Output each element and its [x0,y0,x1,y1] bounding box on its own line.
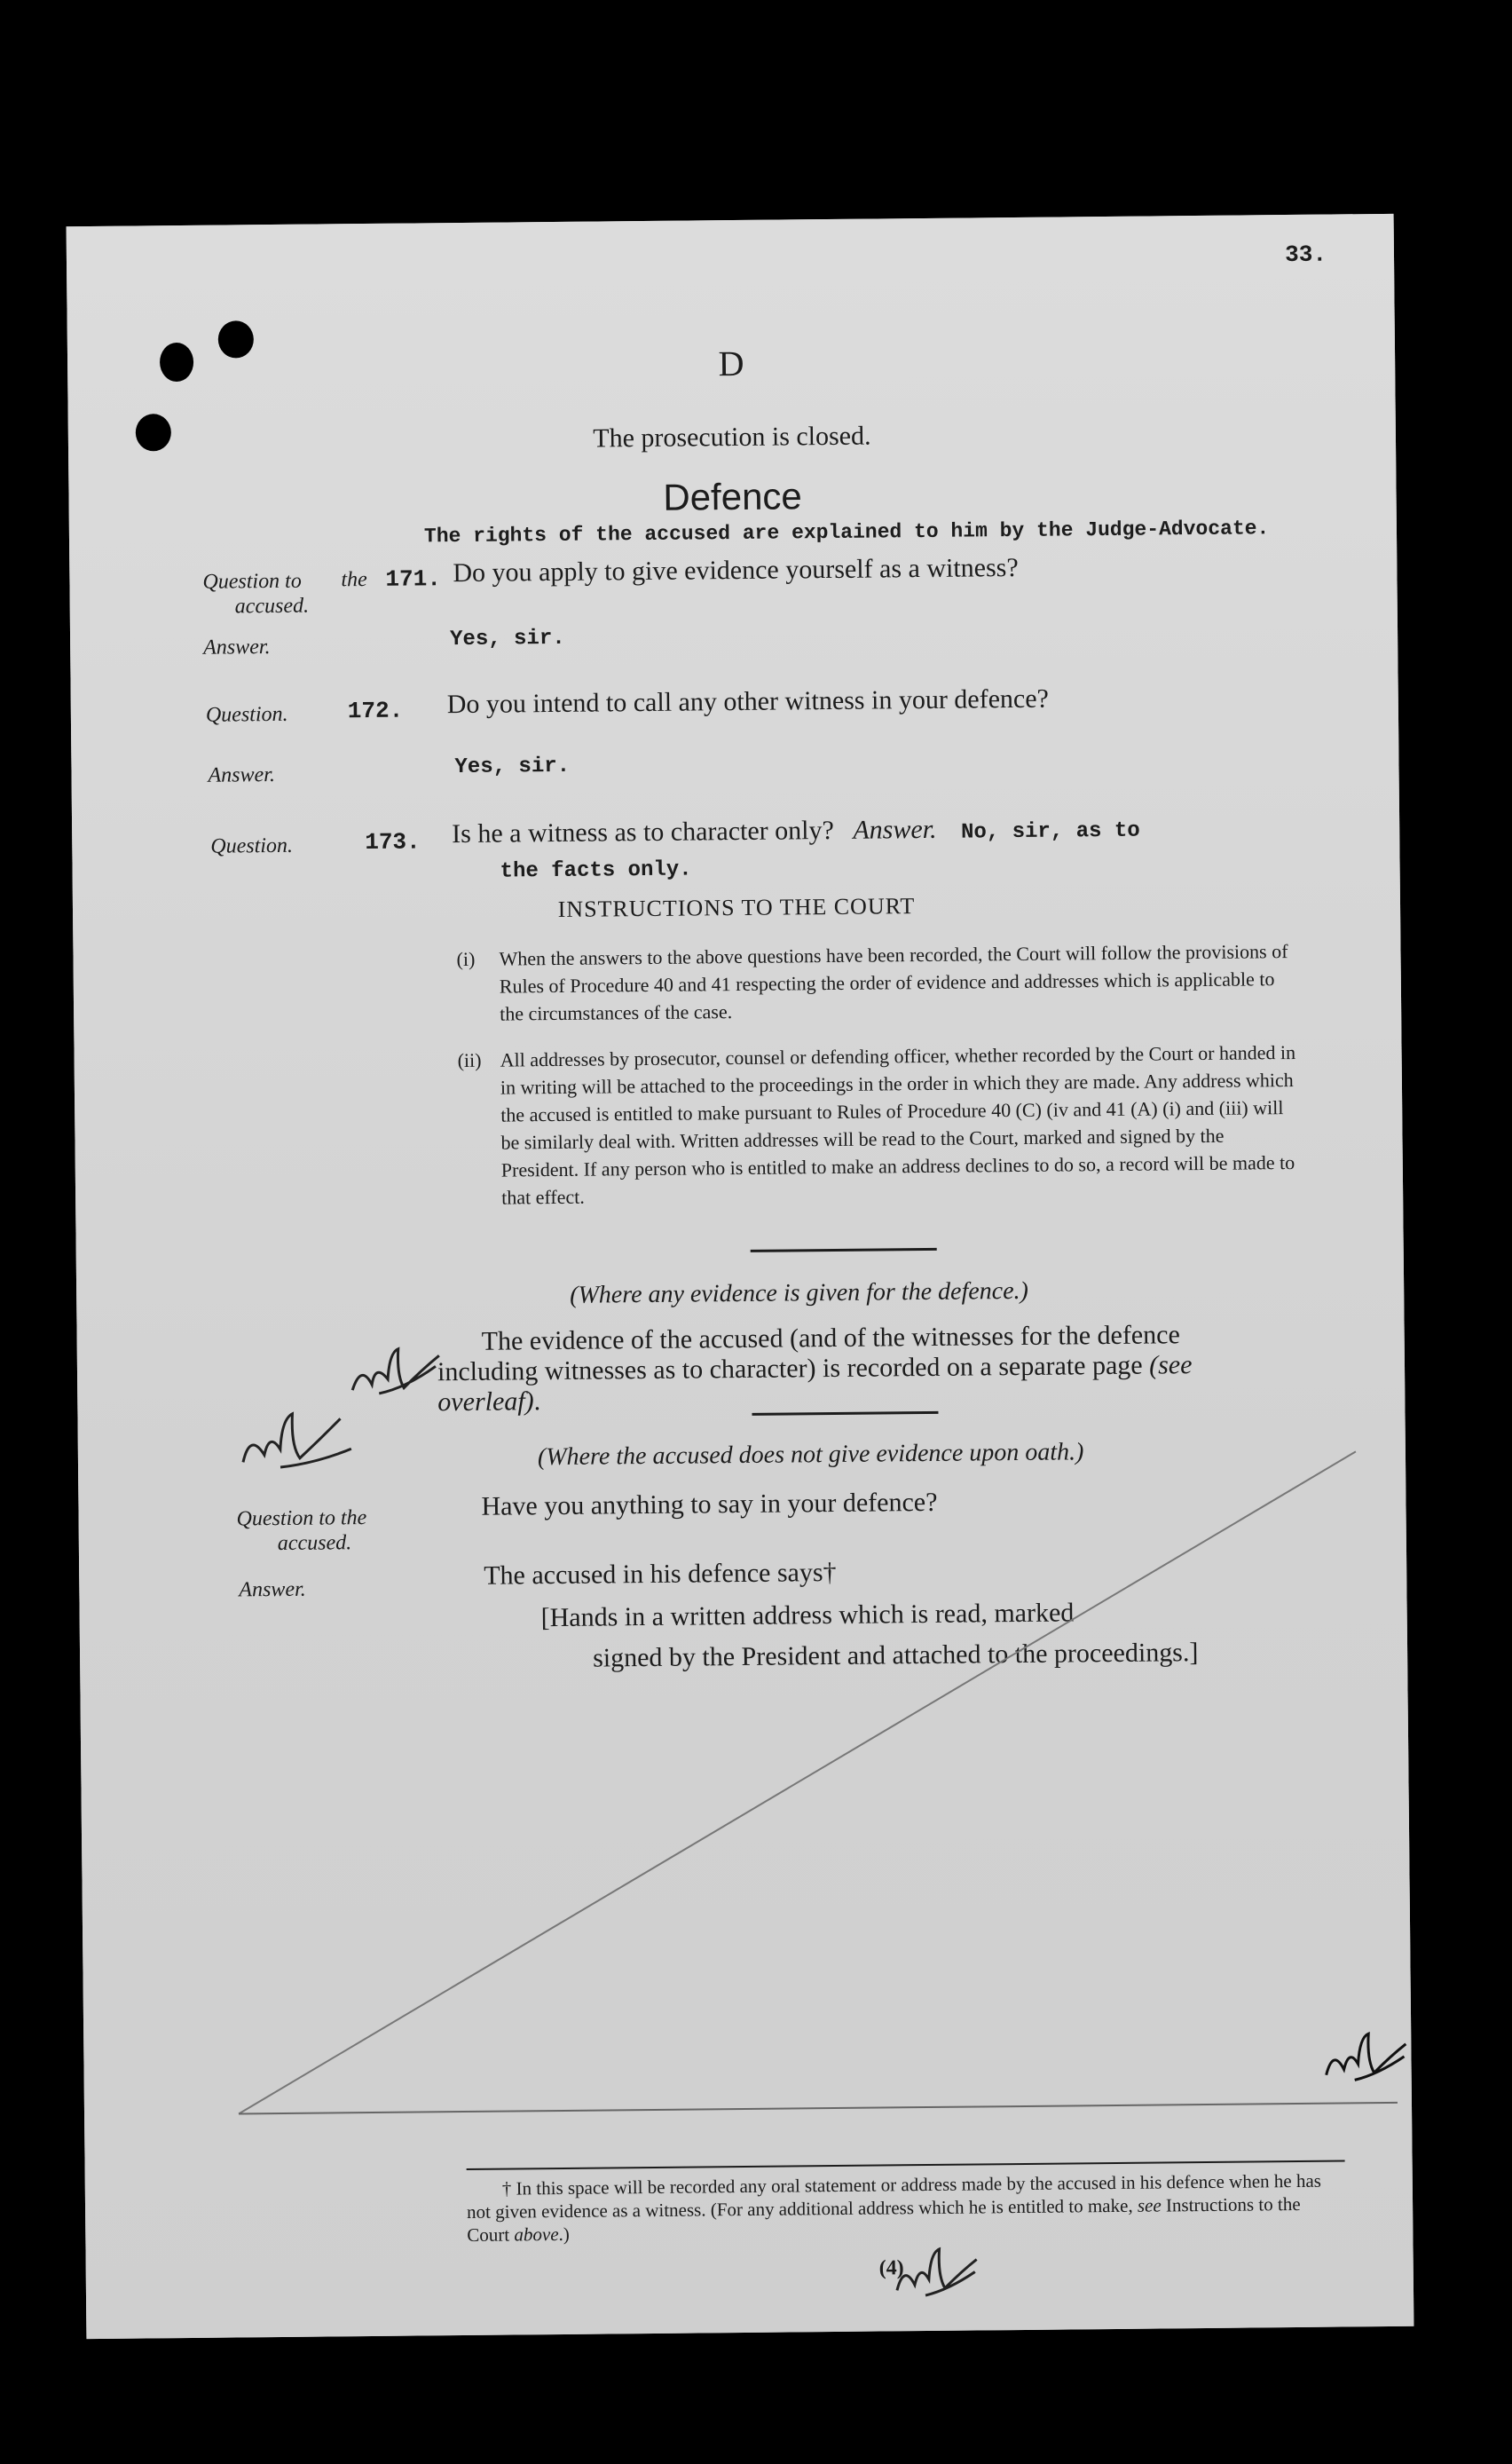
q172-answer-label: Answer. [208,763,276,787]
no-oath-question-text: Have you anything to say in your defence? [481,1487,938,1521]
strike-through-lines [67,214,1414,2339]
page-number: 33. [1285,241,1327,269]
no-oath-heading: (Where the accused does not give evidence upon oath.) [537,1438,1084,1472]
evidence-main: The evidence of the accused (and of the witnesses for the defence including witnesses as to character) is recorded on a separate page [437,1320,1180,1387]
baseline-strike-line [239,2103,1398,2114]
prosecution-closed-text: The prosecution is closed. [593,421,871,454]
folio-number: (4) [878,2256,904,2280]
no-oath-answer-label: Answer. [239,1577,306,1602]
q171-answer: Yes, sir. [449,626,565,652]
evidence-end: . [533,1386,541,1417]
q172-answer: Yes, sir. [454,754,571,780]
q171-question-text: Do you apply to give evidence yourself as a witness? [453,552,1019,588]
q173-answer-part1: No, sir, as to [960,818,1140,845]
instruction-number: (ii) [457,1048,482,1072]
handwritten-initials [1319,2025,1417,2097]
footnote-above: above [514,2223,559,2246]
q173-label: Question. [210,833,294,858]
q171-answer-label: Answer. [203,636,271,659]
accused-says-line: The accused in his defence says† [484,1557,837,1591]
written-address-line2: signed by the President and attached to the proceedings.] [592,1638,1199,1673]
no-oath-label-line1: Question to the [236,1506,367,1531]
q173-answer-part2: the facts only. [500,857,692,884]
section-letter: D [718,343,744,384]
rights-statement: The rights of the accused are explained to him by the Judge-Advocate. [423,517,1270,549]
q173-answer-label: Answer. [853,814,937,845]
handwritten-initials [230,1399,364,1480]
footnote-text-b: Instructions to the Court [467,2192,1301,2247]
document-page [67,214,1414,2339]
q171-the-word: the [341,567,367,592]
q172-number: 172. [347,697,404,725]
instructions-title: INSTRUCTIONS TO THE COURT [557,893,916,922]
written-address-line1: [Hands in a written address which is read, marked [540,1598,1075,1633]
no-oath-label-line2: accused. [277,1531,352,1556]
q171-label-line1: Question to [202,569,302,594]
handwritten-initials [889,2239,988,2311]
footnote-text-a: † In this space will be recorded any oral statement or address made by the accused in his defence when he has not given evidence as a witness. (For any additional address which he is entitled to make, [466,2169,1322,2223]
q173-question: Is he a witness as to character only? [452,815,835,849]
instruction-number: (i) [456,947,476,971]
evidence-heading: (Where any evidence is given for the defence.) [570,1276,1029,1309]
instruction-text: When the answers to the above questions have been recorded, the Court will follow the provisions of Rules of Procedure 40 and 41 respecting the order of evidence and addresses which is applicable to the circumstances of the case. [499,940,1288,1025]
footnote-text-c: .) [558,2223,570,2246]
evidence-see-overleaf: (see overleaf) [437,1350,1193,1418]
q173-number: 173. [365,828,421,857]
instruction-text: All addresses by prosecutor, counsel or defending officer, whether recorded by the Court or handed in in writing will be attached to the proceedings in the order in which they are made. Any address which the accused is entitled to make pursuant to Rules of Procedure 40 (C) (iv and 41 (A) (i) and (iii) will be similarly deal with. Written addresses will be read to the Court, marked and signed by the President. If any person who is entitled to make an address declines to do so, a record will be made to that effect. [500,1040,1296,1209]
q171-label-line2: accused. [234,594,310,619]
defence-title: Defence [663,475,803,518]
q172-question-text: Do you intend to call any other witness in your defence? [446,683,1050,720]
diagonal-strike-line [232,1451,1362,2113]
footnote [467,2169,1337,2247]
handwritten-initials [343,1336,451,1408]
q172-label: Question. [205,702,288,727]
q171-number: 171. [385,565,442,593]
footnote-see: see [1137,2194,1162,2216]
